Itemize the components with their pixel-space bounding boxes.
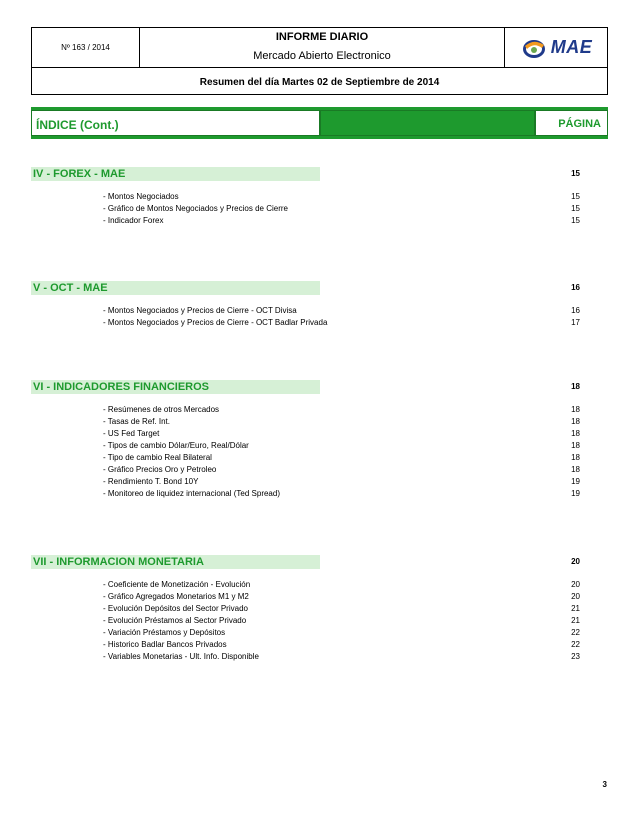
- list-item: - Indicador Forex 15: [103, 216, 580, 225]
- list-item: - Gráfico Agregados Monetarios M1 y M2 20: [103, 592, 580, 601]
- list-item: - Variables Monetarias - Ult. Info. Disponible 23: [103, 652, 580, 661]
- section-header: [31, 380, 608, 394]
- list-item: - Montos Negociados 15: [103, 192, 580, 201]
- list-item: - Monitoreo de liquidez internacional (Ted Spread) 19: [103, 489, 580, 498]
- list-item: - Tipo de cambio Real Bilateral 18: [103, 453, 580, 462]
- report-subtitle: Mercado Abierto Electronico: [253, 50, 391, 62]
- index-title: ÍNDICE (Cont.): [36, 118, 119, 132]
- section-title: IV - FOREX - MAE: [33, 168, 126, 180]
- section-forex: [31, 167, 608, 227]
- section-items: [31, 404, 608, 500]
- section-page: 20: [571, 557, 580, 566]
- list-item: - Evolución Préstamos al Sector Privado 21: [103, 616, 580, 625]
- list-item: - Gráfico de Montos Negociados y Precios de Cierre 15: [103, 204, 580, 213]
- list-item: - Variación Préstamos y Depósitos 22: [103, 628, 580, 637]
- index-right-cell: [535, 110, 608, 136]
- section-items: [31, 579, 608, 663]
- mae-logo-text: MAE: [550, 37, 593, 57]
- section-indicadores: [31, 380, 608, 500]
- list-item: - Coeficiente de Monetización - Evolución 20: [103, 580, 580, 589]
- section-title: V - OCT - MAE: [33, 282, 108, 294]
- section-items: [31, 191, 608, 227]
- section-page: 15: [571, 169, 580, 178]
- section-page: 18: [571, 382, 580, 391]
- index-mid-cell: [320, 110, 535, 136]
- footer-page-number: 3: [602, 780, 607, 789]
- report-header: [31, 27, 608, 95]
- list-item: - Evolución Depósitos del Sector Privado 21: [103, 604, 580, 613]
- section-header: [31, 281, 608, 295]
- list-item: - Rendimiento T. Bond 10Y 19: [103, 477, 580, 486]
- page-column-title: PÁGINA: [558, 118, 601, 130]
- list-item: - Resúmenes de otros Mercados 18: [103, 405, 580, 414]
- list-item: - Gráfico Precios Oro y Petroleo 18: [103, 465, 580, 474]
- section-page: 16: [571, 283, 580, 292]
- report-summary: Resumen del día Martes 02 de Septiembre de 2014: [32, 67, 607, 96]
- section-header: [31, 555, 608, 569]
- section-monetaria: [31, 555, 608, 663]
- report-title-block: [140, 28, 504, 67]
- report-number: Nº 163 / 2014: [32, 28, 140, 67]
- report-title: INFORME DIARIO: [275, 31, 369, 43]
- list-item: - Tipos de cambio Dólar/Euro, Real/Dólar 18: [103, 441, 580, 450]
- mae-logo: [504, 28, 608, 67]
- section-title: VI - INDICADORES FINANCIEROS: [33, 381, 210, 393]
- list-item: - Historico Badlar Bancos Privados 22: [103, 640, 580, 649]
- section-oct: [31, 281, 608, 329]
- section-items: [31, 305, 608, 329]
- section-title: VII - INFORMACION MONETARIA: [33, 556, 204, 568]
- section-header: [31, 167, 608, 181]
- list-item: - Tasas de Ref. Int. 18: [103, 417, 580, 426]
- mae-logo-icon: [521, 36, 547, 60]
- list-item: - Montos Negociados y Precios de Cierre - OCT Badlar Privada 17: [103, 318, 580, 327]
- list-item: - US Fed Target 18: [103, 429, 580, 438]
- index-left-cell: [31, 110, 320, 136]
- list-item: - Montos Negociados y Precios de Cierre - OCT Divisa 16: [103, 306, 580, 315]
- index-bar: [31, 107, 608, 139]
